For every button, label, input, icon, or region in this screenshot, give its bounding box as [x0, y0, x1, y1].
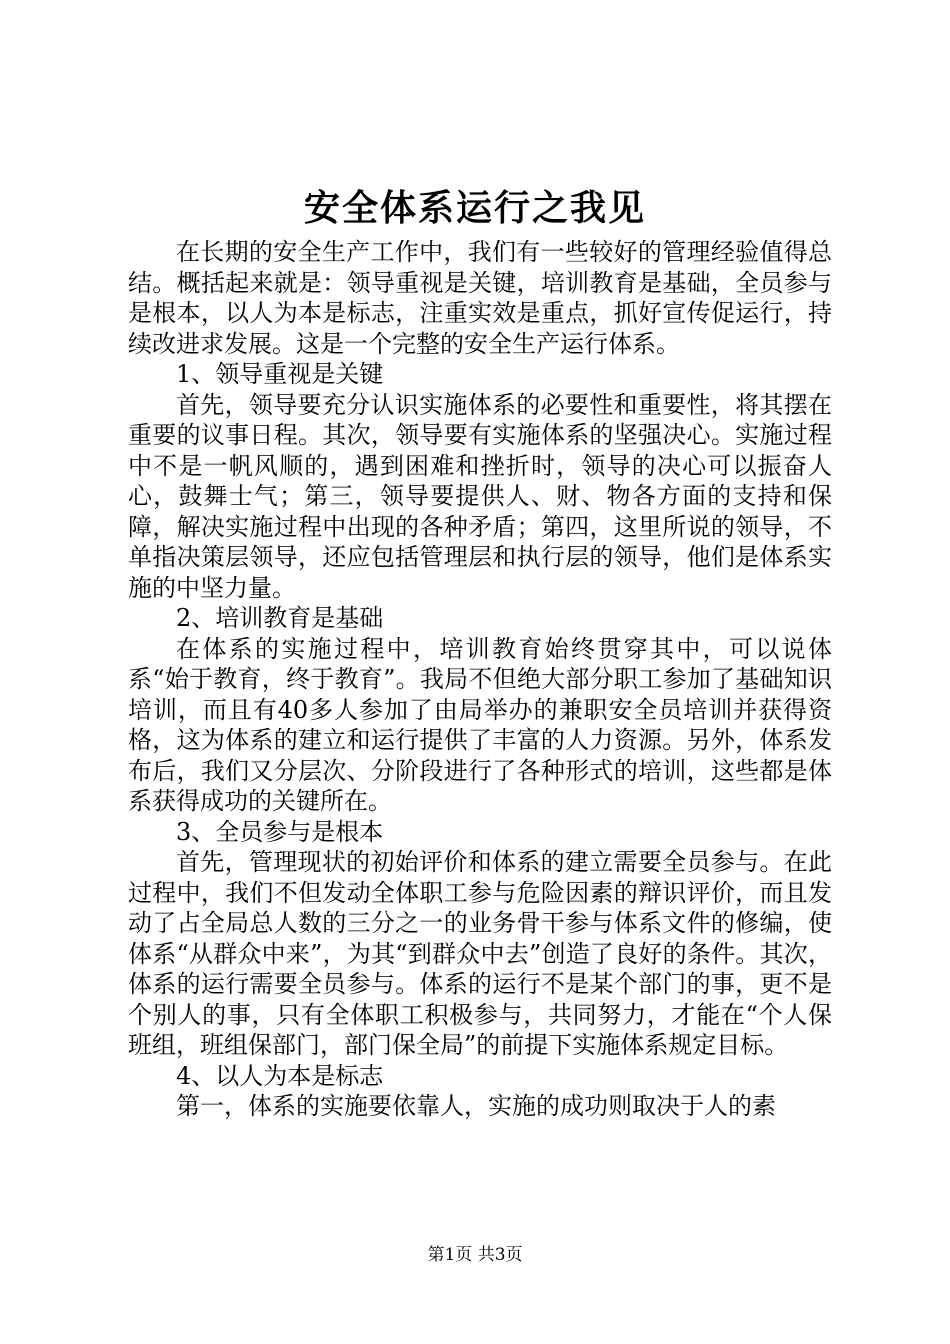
section-paragraph-3: 首先，管理现状的初始评价和体系的建立需要全员参与。在此过程中，我们不但发动全体职工参与危险因素的辩识评价，而且发动了占全局总人数的三分之一的业务骨干参与体系文件的修编，使体系“从群众中来”，为其“到群众中去”创造了良好的条件。其次，体系的运行需要全员参与。体系的运行不是某个部门的事，更不是个别人的事，只有全体职工积极参与，共同努力，才能在“个人保班组，班组保部门，部门保全局”的前提下实施体系规定目标。: [128, 848, 832, 1059]
section-heading-4: 4、以人为本是标志: [176, 1061, 384, 1090]
section-heading-2: 2、培训教育是基础: [176, 604, 384, 632]
intro-paragraph: 在长期的安全生产工作中，我们有一些较好的管理经验值得总结。概括起来就是：领导重视是关键，培训教育是基础，全员参与是根本，以人为本是标志，注重实效是重点，抓好宣传促运行，持续改进求发展。这是一个完整的安全生产运行体系。: [128, 238, 832, 358]
document-title: 安全体系运行之我见: [303, 187, 646, 229]
section-paragraph-2: 在体系的实施过程中，培训教育始终贯穿其中，可以说体系“始于教育，终于教育”。我局不但绝大部分职工参加了基础知识培训，而且有40多人参加了由局举办的兼职安全员培训并获得资格，这为体系的建立和运行提供了丰富的人力资源。另外，体系发布后，我们又分层次、分阶段进行了各种形式的培训，这些都是体系获得成功的关键所在。: [128, 634, 832, 815]
section-heading-1: 1、领导重视是关键: [176, 360, 384, 388]
document-body: [128, 237, 832, 1122]
section-paragraph-4: 第一，体系的实施要依靠人，实施的成功则取决于人的素: [176, 1092, 776, 1120]
section-heading-3: 3、全员参与是根本: [176, 817, 384, 846]
section-paragraph-1: 首先，领导要充分认识实施体系的必要性和重要性，将其摆在重要的议事日程。其次，领导要有实施体系的坚强决心。实施过程中不是一帆风顺的，遇到困难和挫折时，领导的决心可以振奋人心，鼓舞士气；第三，领导要提供人、财、物各方面的支持和保障，解决实施过程中出现的各种矛盾；第四，这里所说的领导，不单指决策层领导，还应包括管理层和执行层的领导，他们是体系实施的中坚力量。: [128, 390, 832, 602]
page-number-footer: 第1页 共3页: [427, 1245, 523, 1265]
